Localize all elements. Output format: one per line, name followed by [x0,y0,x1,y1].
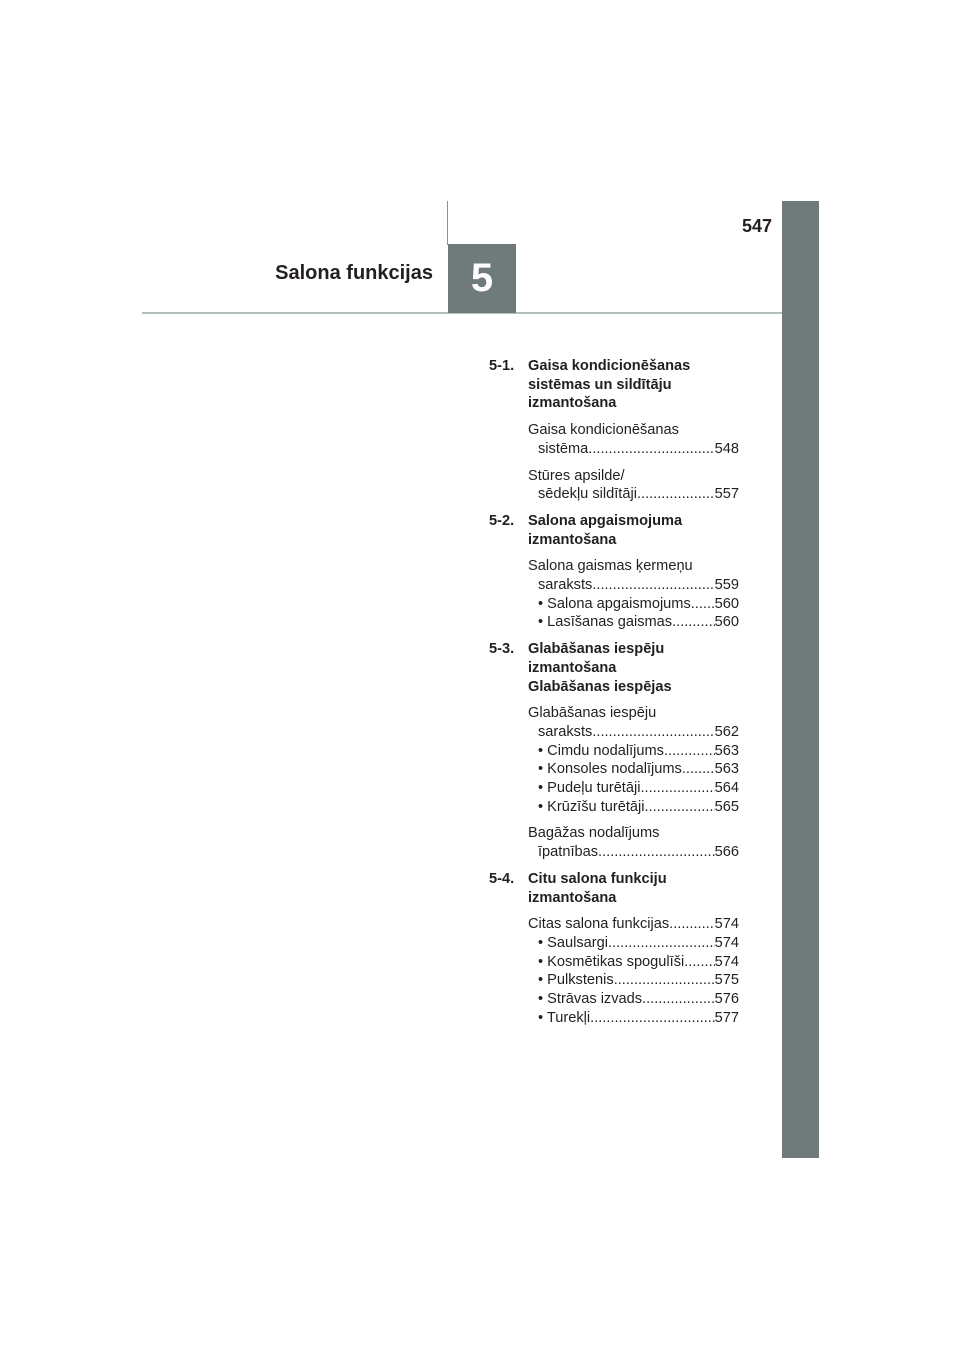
toc-text: • Krūzīšu turētāji [538,798,645,815]
toc-section-heading[interactable] [489,870,739,907]
toc-subentry[interactable] [528,798,739,817]
toc-section [489,640,739,862]
toc-text: sēdekļu sildītāji [538,486,637,503]
page-number: 547 [741,216,772,236]
dot-leader [592,723,714,742]
dot-leader [669,915,714,934]
toc-subentry[interactable] [528,742,739,761]
dot-leader [608,934,715,953]
toc-subentry[interactable] [528,990,739,1009]
toc-text: • Lasīšanas gaismas [538,614,673,631]
chapter-number-box [448,244,516,313]
toc-section-title: Citu salona funkciju izmantošana [528,870,667,906]
toc-entry-title: Gaisa kondicionēšanas [528,422,679,439]
dot-leader [672,613,715,632]
dot-leader [682,760,715,779]
toc-page-number: 574 [714,916,739,933]
toc-subentry[interactable] [528,971,739,990]
toc-entry[interactable] [528,704,739,816]
chapter-title: Salona funkcijas [275,262,433,284]
dot-leader [598,843,715,862]
dot-leader [684,953,714,972]
toc-entry[interactable] [528,557,739,632]
toc-page-number: 560 [714,614,739,631]
toc-text: • Salona apgaismojums [538,595,691,612]
toc-entry-line[interactable] [528,915,739,934]
dot-leader [664,742,715,761]
toc-page-number: 559 [714,577,739,594]
toc-text: • Kosmētikas spogulīši [538,953,685,970]
toc-entry-title: Salona gaismas ķermeņu [528,558,693,575]
toc-entry[interactable] [528,467,739,504]
toc-text: • Konsoles nodalījums [538,761,682,778]
dot-leader [645,798,715,817]
toc-text: īpatnības [538,844,599,861]
toc-section [489,512,739,632]
toc-section-title: Salona apgaismojuma izmantošana [528,512,683,548]
toc-text: • Pulkstenis [538,972,614,989]
toc-section-number: 5-4. [489,870,515,887]
toc-page-number: 576 [714,991,739,1008]
toc-section-heading[interactable] [489,357,739,413]
dot-leader [691,595,715,614]
toc-page-number: 564 [714,780,739,797]
toc-section-heading[interactable] [489,512,739,549]
toc-page-number: 562 [714,723,739,740]
toc-section-title: Gaisa kondicionēšanas sistēmas un sildītāju izmantošana [528,358,691,412]
toc-section [489,357,739,504]
toc-text: sistēma [538,440,589,457]
toc-subentry[interactable] [528,760,739,779]
toc-text: • Turekļi [538,1009,591,1026]
toc-entry-title: Bagāžas nodalījums [528,825,660,842]
toc-text: saraksts [538,723,593,740]
toc-entry-line[interactable] [528,723,739,742]
toc-page-number: 560 [714,595,739,612]
toc-page-number: 574 [714,934,739,951]
dot-leader [614,971,715,990]
dot-leader [590,1009,714,1028]
toc-text: • Pudeļu turētāji [538,780,641,797]
toc-text: • Cimdu nodalījums [538,742,664,759]
toc-section-number: 5-1. [489,358,515,374]
toc-page-number: 575 [714,972,739,989]
toc-entry-line[interactable] [528,485,739,504]
toc-subentry[interactable] [528,779,739,798]
toc-page-number: 563 [714,761,739,778]
toc-subentry[interactable] [528,595,739,614]
dot-leader [592,576,714,595]
toc-text: • Saulsargi [538,934,609,951]
toc-entry-line[interactable] [528,576,739,595]
toc-text: Citas salona funkcijas [528,916,670,933]
toc-entry[interactable] [528,421,739,458]
toc-page-number: 565 [714,798,739,815]
toc-entry-title: Glabāšanas iespēju [528,705,657,722]
toc-section-heading[interactable] [489,640,739,696]
toc-text: • Strāvas izvads [538,991,643,1008]
toc-subentry[interactable] [528,953,739,972]
chapter-number: 5 [470,256,494,300]
chapter-side-tab [782,201,819,1158]
toc-entry[interactable] [528,824,739,861]
toc-subentry[interactable] [528,613,739,632]
toc-page-number: 577 [714,1009,739,1026]
table-of-contents [489,357,739,1036]
toc-section [489,870,739,1028]
toc-entry-line[interactable] [528,843,739,862]
dot-leader [637,485,715,504]
toc-section-number: 5-3. [489,641,515,658]
toc-page-number: 563 [714,742,739,759]
toc-entry[interactable] [528,915,739,1027]
toc-entry-line[interactable] [528,440,739,459]
dot-leader [640,779,714,798]
dot-leader [588,440,714,459]
dot-leader [642,990,715,1009]
toc-section-number: 5-2. [489,512,515,529]
toc-page-number: 557 [714,486,739,503]
header-vertical-rule [447,201,448,245]
toc-page-number: 566 [714,844,739,861]
toc-subentry[interactable] [528,934,739,953]
toc-page-number: 548 [714,440,739,457]
toc-entry-title: Stūres apsilde/ [528,467,625,484]
toc-section-title: Glabāšanas iespēju izmantošana Glabāšanas iespējas [528,641,672,695]
toc-page-number: 574 [714,953,739,970]
toc-text: saraksts [538,577,593,594]
toc-subentry[interactable] [528,1009,739,1028]
